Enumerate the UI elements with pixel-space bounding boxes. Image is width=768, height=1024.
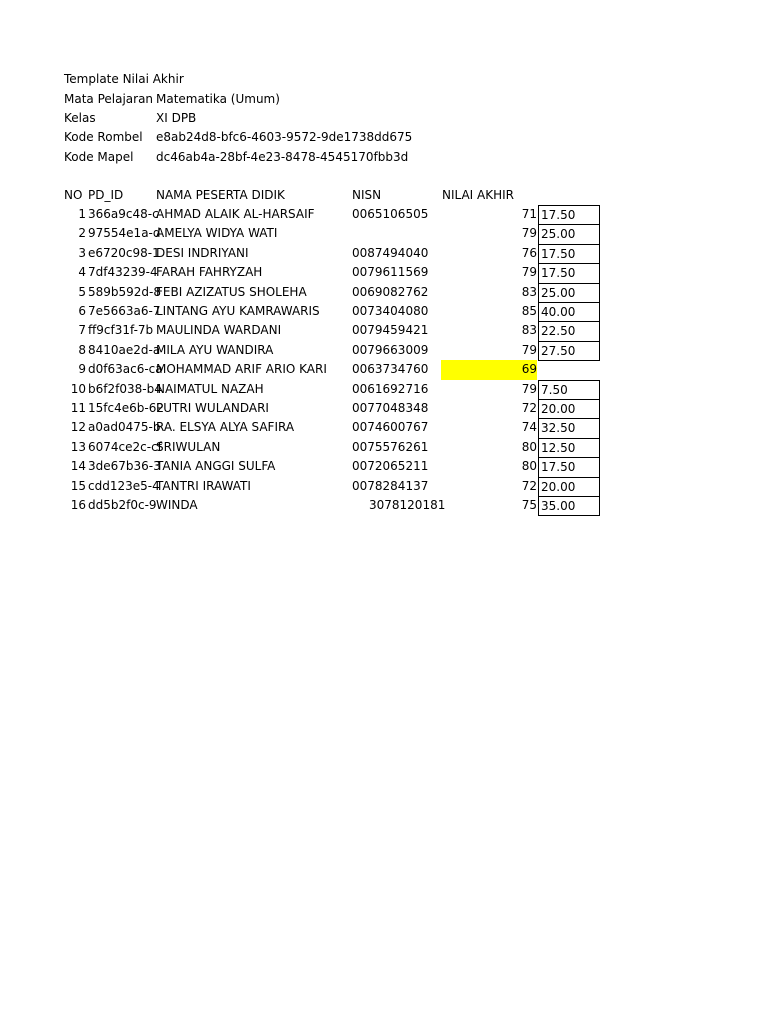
cell-nama[interactable]: TANTRI IRAWATI — [156, 478, 251, 493]
cell-no[interactable]: 4 — [78, 265, 86, 280]
cell-score[interactable]: 7.50 — [538, 380, 600, 400]
header-pd-id: PD_ID — [88, 188, 124, 202]
cell-score[interactable]: 35.00 — [538, 496, 600, 516]
cell-score[interactable]: 17.50 — [538, 457, 600, 477]
cell-nilai-akhir[interactable]: 79 — [521, 342, 537, 357]
table-row — [0, 496, 768, 515]
table-row — [0, 205, 768, 224]
cell-nilai-akhir[interactable]: 69 — [441, 360, 537, 379]
table-row — [0, 360, 768, 379]
info-value: dc46ab4a-28bf-4e23-8478-4545170fbb3d — [156, 150, 409, 164]
cell-nama[interactable]: SRIWULAN — [156, 439, 221, 454]
info-value: XI DPB — [156, 111, 197, 125]
cell-no[interactable]: 9 — [78, 362, 86, 377]
cell-nisn[interactable]: 3078120181 — [369, 498, 446, 512]
cell-nilai-akhir[interactable]: 85 — [521, 304, 537, 318]
table-row — [0, 244, 768, 263]
table-row — [0, 380, 768, 399]
cell-nama[interactable]: RA. ELSYA ALYA SAFIRA — [156, 420, 295, 435]
cell-nama[interactable]: TANIA ANGGI SULFA — [156, 459, 276, 474]
cell-nama[interactable]: MAULINDA WARDANI — [156, 323, 282, 338]
cell-nilai-akhir[interactable]: 75 — [521, 498, 537, 512]
cell-nama[interactable]: NAIMATUL NAZAH — [156, 381, 264, 396]
cell-nama[interactable]: PUTRI WULANDARI — [156, 401, 269, 415]
cell-nilai-akhir[interactable]: 83 — [521, 323, 537, 338]
cell-score[interactable]: 25.00 — [538, 224, 600, 244]
cell-no[interactable]: 10 — [70, 381, 86, 396]
cell-nilai-akhir[interactable]: 71 — [521, 207, 537, 221]
cell-no[interactable]: 8 — [78, 342, 86, 357]
cell-no[interactable]: 11 — [70, 401, 86, 415]
cell-nisn[interactable]: 0063734760 — [352, 362, 429, 377]
cell-nilai-akhir[interactable]: 79 — [521, 381, 537, 396]
cell-nama[interactable]: AMELYA WIDYA WATI — [156, 226, 278, 241]
cell-no[interactable]: 15 — [70, 478, 86, 493]
cell-nisn[interactable]: 0065106505 — [352, 207, 429, 221]
cell-score[interactable] — [538, 360, 598, 378]
cell-pd-id[interactable]: cdd123e5-4 — [88, 478, 160, 493]
cell-nisn[interactable]: 0073404080 — [352, 304, 429, 318]
cell-no[interactable]: 13 — [70, 439, 86, 454]
cell-nisn[interactable]: 0087494040 — [352, 245, 429, 260]
cell-no[interactable]: 3 — [78, 245, 86, 260]
cell-no[interactable]: 6 — [78, 304, 86, 318]
cell-no[interactable]: 7 — [78, 323, 86, 338]
cell-nisn[interactable]: 0079663009 — [352, 342, 429, 357]
table-row — [0, 438, 768, 457]
cell-no[interactable]: 12 — [70, 420, 86, 435]
cell-pd-id[interactable]: b6f2f038-b4 — [88, 381, 162, 396]
cell-nisn[interactable]: 0072065211 — [352, 459, 429, 474]
cell-score[interactable]: 40.00 — [538, 302, 600, 322]
cell-pd-id[interactable]: 589b592d-8 — [88, 284, 162, 299]
cell-pd-id[interactable]: 366a9c48-c — [88, 207, 159, 221]
cell-score[interactable]: 12.50 — [538, 438, 600, 458]
info-label: Mata Pelajaran — [64, 92, 154, 106]
info-label: Kelas — [64, 111, 96, 125]
header-no: NO — [64, 188, 83, 202]
cell-nilai-akhir[interactable]: 72 — [521, 401, 537, 415]
header-nilai-akhir: NILAI AKHIR — [442, 188, 515, 202]
cell-nama[interactable]: FEBI AZIZATUS SHOLEHA — [156, 284, 307, 299]
cell-nilai-akhir[interactable]: 74 — [521, 420, 537, 435]
cell-pd-id[interactable]: ff9cf31f-7b — [88, 323, 154, 338]
cell-score[interactable]: 22.50 — [538, 321, 600, 341]
cell-pd-id[interactable]: 8410ae2d-a — [88, 342, 161, 357]
info-label: Kode Mapel — [64, 150, 134, 164]
cell-nama[interactable]: WINDA — [156, 498, 198, 512]
cell-nisn[interactable]: 0078284137 — [352, 478, 429, 493]
table-row — [0, 477, 768, 496]
cell-score[interactable]: 17.50 — [538, 263, 600, 283]
cell-pd-id[interactable]: a0ad0475-b — [88, 420, 161, 435]
cell-nisn[interactable]: 0061692716 — [352, 381, 429, 396]
cell-no[interactable]: 16 — [70, 498, 86, 512]
cell-nilai-akhir[interactable]: 80 — [521, 459, 537, 474]
cell-pd-id[interactable]: d0f63ac6-ca — [88, 362, 163, 377]
cell-pd-id[interactable]: 7df43239-4 — [88, 265, 158, 280]
cell-nama[interactable]: MILA AYU WANDIRA — [156, 342, 274, 357]
table-row — [0, 302, 768, 321]
cell-nilai-akhir[interactable]: 83 — [521, 284, 537, 299]
cell-nisn[interactable]: 0079611569 — [352, 265, 429, 280]
cell-nisn[interactable]: 0077048348 — [352, 401, 429, 415]
cell-score[interactable]: 25.00 — [538, 283, 600, 303]
cell-pd-id[interactable]: 7e5663a6-7 — [88, 304, 161, 318]
cell-nama[interactable]: FARAH FAHRYZAH — [156, 265, 263, 280]
cell-nilai-akhir[interactable]: 79 — [521, 226, 537, 241]
cell-nisn[interactable]: 0075576261 — [352, 439, 429, 454]
cell-pd-id[interactable]: dd5b2f0c-9 — [88, 498, 157, 512]
cell-nama[interactable]: LINTANG AYU KAMRAWARIS — [156, 304, 320, 318]
cell-no[interactable]: 5 — [78, 284, 86, 299]
info-value: Matematika (Umum) — [156, 92, 280, 106]
cell-nama[interactable]: MOHAMMAD ARIF ARIO KARI — [156, 362, 327, 377]
cell-nilai-akhir[interactable]: 72 — [521, 478, 537, 493]
cell-score[interactable]: 17.50 — [538, 205, 600, 225]
cell-pd-id[interactable]: 6074ce2c-cf — [88, 439, 162, 454]
table-row — [0, 399, 768, 418]
cell-nisn[interactable] — [352, 224, 440, 243]
cell-no[interactable]: 2 — [78, 226, 86, 241]
table-row — [0, 283, 768, 302]
cell-nilai-akhir[interactable]: 76 — [521, 245, 537, 260]
info-label: Kode Rombel — [64, 130, 143, 144]
table-row — [0, 263, 768, 282]
cell-score[interactable]: 27.50 — [538, 341, 600, 361]
cell-nilai-akhir[interactable]: 80 — [521, 439, 537, 454]
table-row — [0, 418, 768, 437]
cell-no[interactable]: 14 — [70, 459, 86, 474]
cell-nisn[interactable]: 0079459421 — [352, 323, 429, 338]
table-row — [0, 321, 768, 340]
cell-score[interactable]: 20.00 — [538, 477, 600, 497]
cell-nisn[interactable]: 0074600767 — [352, 420, 429, 435]
table-row — [0, 457, 768, 476]
cell-nama[interactable]: DESI INDRIYANI — [156, 245, 249, 260]
table-row — [0, 224, 768, 243]
info-value: e8ab24d8-bfc6-4603-9572-9de1738dd675 — [156, 130, 413, 144]
cell-no[interactable]: 1 — [78, 207, 86, 221]
cell-pd-id[interactable]: 15fc4e6b-62 — [88, 401, 164, 415]
cell-pd-id[interactable]: 97554e1a-d — [88, 226, 161, 241]
cell-pd-id[interactable]: e6720c98-1 — [88, 245, 160, 260]
cell-nilai-akhir[interactable]: 79 — [521, 265, 537, 280]
cell-score[interactable]: 32.50 — [538, 418, 600, 438]
header-nama: NAMA PESERTA DIDIK — [156, 188, 285, 202]
template-title-text: Template Nilai Akhir — [64, 72, 184, 86]
header-nisn: NISN — [352, 188, 382, 202]
cell-score[interactable]: 17.50 — [538, 244, 600, 264]
cell-pd-id[interactable]: 3de67b36-3 — [88, 459, 161, 474]
cell-nama[interactable]: AHMAD ALAIK AL-HARSAIF — [156, 207, 315, 221]
cell-score[interactable]: 20.00 — [538, 399, 600, 419]
table-row — [0, 341, 768, 360]
cell-nisn[interactable]: 0069082762 — [352, 284, 429, 299]
